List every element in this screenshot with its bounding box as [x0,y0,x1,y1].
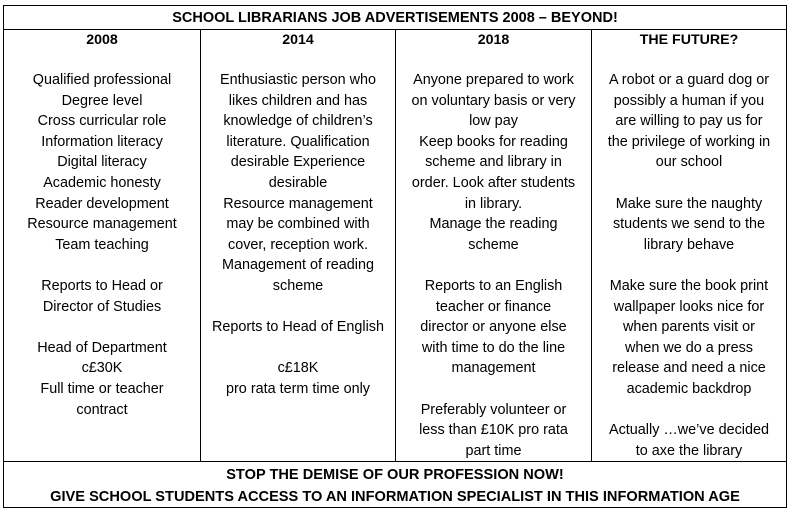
column-line: Reports to Head or [41,277,163,294]
footer-banner [4,462,786,508]
column-line: Actually …we’ve decided [609,422,769,439]
column-body [7,70,197,420]
column-line: literature. Qualification [226,133,370,150]
column-line: Anyone prepared to work [413,72,574,88]
column-line: Manage the reading [429,216,558,233]
column-line: students we send to the [612,216,765,233]
column-line: teacher or finance [435,298,552,315]
column-line: on voluntary basis or very [411,92,576,109]
column-spacer [204,338,392,359]
column-line: Management of reading [221,257,374,274]
column-spacer [7,317,197,338]
column-line: the privilege of working in [607,133,771,150]
column-line: may be combined with [226,216,370,233]
column-line: scheme and library in [425,154,562,171]
column-line: Preferably volunteer or [420,401,567,418]
column-line: Make sure the naughty [615,195,763,212]
column-line: Make sure the book print [609,277,769,294]
column-line: part time [465,442,522,459]
column-body [595,70,783,461]
column-heading: 2018 [477,32,510,48]
column-body [204,70,392,400]
column-line: A robot or a guard dog or [608,72,769,88]
column-line: desirable Experience [230,154,366,171]
column-line: with time to do the line [421,339,566,356]
column-line: our school [655,154,723,171]
column-line: to axe the library [635,442,743,459]
column-line: scheme [272,277,324,294]
column-spacer [7,255,197,276]
column-spacer [595,173,783,194]
columns-row [4,30,786,462]
footer-line-1: STOP THE DEMISE OF OUR PROFESSION NOW! [226,467,564,483]
column-line: c£30K [81,360,123,377]
table-title: SCHOOL LIBRARIANS JOB ADVERTISEMENTS 2008 – BEYOND! [4,6,786,30]
column-line: Reports to Head of English [212,319,384,336]
column-line: less than £10K pro rata [419,422,568,439]
column-line: Enthusiastic person who [220,72,376,88]
column-line: low pay [469,113,518,130]
column-line: Director of Studies [42,298,162,315]
column-line: Qualified professional [32,72,172,88]
column-spacer [204,297,392,318]
column-line: Keep books for reading [419,133,568,150]
column-line: are willing to pay us for [615,113,763,130]
column-line: scheme [468,236,519,253]
column-line: Full time or teacher [40,380,164,397]
column-heading: 2008 [86,32,118,48]
column-line: knowledge of children’s [223,113,373,130]
column-line: Digital literacy [57,154,147,171]
column-line: Degree level [61,92,143,109]
column-2008 [4,30,200,461]
column-line: academic backdrop [626,380,752,397]
column-line: Information literacy [41,133,163,150]
column-line: Team teaching [55,236,149,253]
column-line: release and need a nice [612,360,766,377]
column-future [591,30,786,461]
column-spacer [595,400,783,421]
column-line: in library. [464,195,523,212]
column-line: likes children and has [228,92,368,109]
column-line: desirable [268,174,328,191]
column-heading: THE FUTURE? [639,32,739,48]
column-line: Cross curricular role [37,113,167,130]
column-line: contract [76,401,128,418]
column-line: when parents visit or [623,319,755,336]
column-line: cover, reception work. [228,236,368,253]
column-body [399,70,588,461]
column-line: wallpaper looks nice for [613,298,765,315]
column-2014 [200,30,395,461]
column-line: when we do a press [625,339,753,356]
column-line: Academic honesty [43,174,161,191]
column-line: library behave [643,236,735,253]
column-spacer [595,255,783,276]
column-line: Resource management [223,195,373,212]
column-line: management [451,360,536,377]
column-line: pro rata term time only [226,380,370,397]
column-line: Reports to an English [424,277,563,294]
column-heading: 2014 [282,32,314,48]
column-line: Reader development [35,195,169,212]
column-line: Resource management [27,216,177,233]
column-2018 [395,30,591,461]
column-line: director or anyone else [420,319,567,336]
job-ads-table [3,5,787,508]
footer-line-2: GIVE SCHOOL STUDENTS ACCESS TO AN INFORMATION SPECIALIST IN THIS INFORMATION AGE [50,489,740,505]
column-line: possibly a human if you [613,92,765,109]
column-line: order. Look after students [411,174,576,191]
column-line: Head of Department [37,339,167,356]
column-spacer [399,379,588,400]
column-line: c£18K [277,360,319,377]
column-spacer [399,255,588,276]
